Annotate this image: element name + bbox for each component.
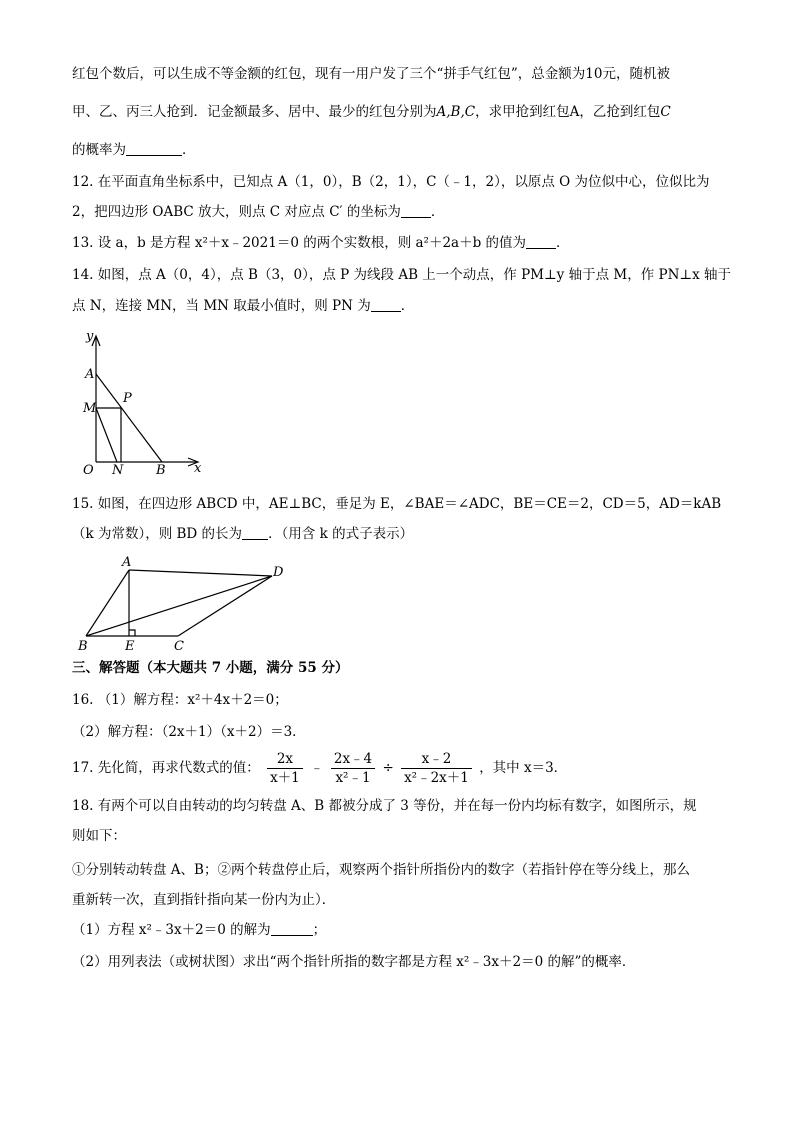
label-x: x	[194, 461, 202, 476]
label-e: E	[125, 639, 135, 654]
divide-sign: ÷	[382, 760, 394, 776]
fraction-2-numerator: 2x﹣4	[333, 751, 373, 767]
right-angle-mark	[129, 630, 135, 636]
fraction-1-numerator: 2x	[276, 751, 294, 767]
fraction-3-denominator: x²﹣2x＋1	[401, 768, 472, 787]
q12-line1: 12. 在平面直角坐标系中，已知点 A（1，0），B（2，1），C（﹣1，2），以原点 O 为位似中心，位似比为	[72, 174, 710, 190]
q18-line5	[72, 920, 326, 940]
answer-blank[interactable]	[401, 203, 431, 218]
q15-line2-text: （k 为常数），则 BD 的长为	[72, 526, 243, 542]
fraction-1-denominator: x＋1	[267, 768, 303, 787]
segment-ab	[96, 374, 162, 462]
q18-line3: ①分别转动转盘 A、B；②两个转盘停止后，观察两个指针所指份内的数字（若指针停在等分线上，那么	[72, 862, 690, 878]
q15-line2	[72, 524, 413, 544]
label-m: M	[83, 401, 97, 416]
q11-symbols: A,B,C	[436, 104, 476, 120]
q12-line2-end: ．	[430, 204, 445, 220]
segment-ad	[129, 570, 272, 576]
answer-blank[interactable]	[371, 297, 401, 312]
segment-dc	[178, 576, 272, 636]
q12-line2-text: 2，把四边形 OABC 放大，则点 C 对应点 C′ 的坐标为	[72, 204, 401, 220]
q11-symbol-c: C	[660, 104, 671, 120]
q16-line2: （2）解方程：（2x＋1）（x＋2）＝3．	[72, 724, 306, 740]
label-n: N	[112, 463, 124, 478]
segment-bd	[86, 576, 272, 636]
label-c: C	[174, 639, 184, 654]
q14-line1: 14. 如图，点 A（0，4），点 B（3，0），点 P 为线段 AB 上一个动点，作 PM⊥y 轴于点 M，作 PN⊥x 轴于	[72, 267, 732, 283]
q18-line6: （2）用列表法（或树状图）求出“两个指针所指的数字都是方程 x²﹣3x＋2＝0 的解”的概率．	[72, 954, 636, 970]
label-b: B	[156, 463, 166, 478]
q14-line2	[72, 296, 414, 316]
label-p: P	[123, 391, 132, 406]
fraction-3-numerator: x﹣2	[421, 751, 452, 767]
q11-line3-text: 的概率为	[72, 142, 126, 158]
q18-line1: 18. 有两个可以自由转动的均匀转盘 A、B 都被分成了 3 等份，并在每一份内均标有数字，如图所示，规	[72, 798, 697, 814]
fraction-1	[267, 750, 303, 787]
q18-line2: 则如下：	[72, 828, 126, 844]
q14-figure	[70, 326, 220, 478]
q11-line2-text-b: ，求甲抢到红包A，乙抢到红包	[475, 104, 661, 120]
label-a: A	[122, 555, 132, 570]
q15-figure	[74, 554, 296, 654]
q18-line4: 重新转一次，直到指针指向某一份内为止）．	[72, 892, 336, 908]
q12-line2	[72, 202, 444, 222]
q11-line3-end: ．	[182, 142, 196, 158]
label-a: A	[85, 367, 95, 382]
q14-line2-text: 点 N，连接 MN，当 MN 取最小值时，则 PN 为	[72, 298, 371, 314]
answer-blank[interactable]	[526, 234, 556, 249]
q13-end: ．	[556, 235, 570, 251]
fraction-2-denominator: x²﹣1	[331, 768, 375, 787]
q17-suffix: ，其中 x＝3．	[479, 760, 568, 776]
q15-line2-text-b: ．（用含 k 的式子表示）	[268, 526, 414, 542]
answer-blank[interactable]	[242, 525, 268, 540]
label-b: B	[78, 639, 88, 654]
segment-mn	[96, 408, 117, 462]
label-o: O	[83, 463, 94, 478]
label-y: y	[86, 329, 94, 344]
fraction-2	[331, 750, 375, 787]
label-d: D	[273, 565, 284, 580]
q16-line1: 16. （1）解方程：x²＋4x＋2＝0；	[72, 692, 288, 708]
q13-text: 13. 设 a，b 是方程 x²＋x﹣2021＝0 的两个实数根，则 a²＋2a＋b 的值为	[72, 235, 527, 251]
q17-line	[72, 748, 567, 788]
section-title: 三、解答题（本大题共 7 小题，满分 55 分）	[72, 660, 349, 676]
q18-line5-end: ；	[312, 922, 327, 938]
q14-line2-end: ．	[400, 298, 415, 314]
q13-line	[72, 233, 570, 253]
q11-line1: 红包个数后，可以生成不等金额的红包，现有一用户发了三个“拼手气红包”，总金额为10元，随机被	[72, 66, 670, 82]
answer-blank[interactable]	[126, 141, 182, 156]
q11-line2-text: 甲、乙、丙三人抢到．记金额最多、居中、最少的红包分别为	[72, 104, 437, 120]
q15-line1: 15. 如图，在四边形 ABCD 中，AE⊥BC，垂足为 E，∠BAE＝∠ADC，BE＝CE＝2，CD＝5，AD＝kAB	[72, 496, 722, 512]
q17-prefix: 17. 先化简，再求代数式的值：	[72, 760, 260, 776]
q11-line2	[72, 102, 671, 122]
q11-line3	[72, 140, 196, 160]
fraction-3	[401, 750, 472, 787]
segment-ab	[86, 570, 129, 636]
minus-sign: ﹣	[310, 760, 324, 776]
answer-blank[interactable]	[271, 921, 313, 936]
q18-line5-text: （1）方程 x²﹣3x＋2＝0 的解为	[72, 922, 271, 938]
